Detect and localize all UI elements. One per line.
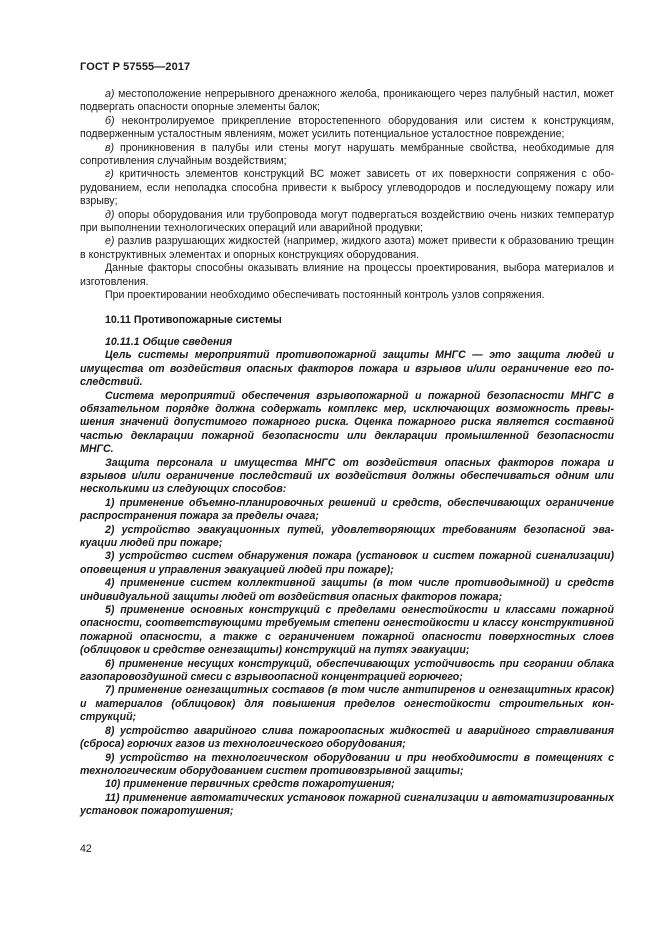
item-marker: а) <box>105 88 115 100</box>
section-title: 10.11 Противопожарные системы <box>105 313 282 326</box>
item-marker: г) <box>105 168 114 181</box>
method-item: 3) устройство систем обнаружения пожара (установок и систем пожарной сигнализации) оповещения и управления эвакуацией людей при пожаре); <box>80 550 614 576</box>
list-item-b <box>80 115 614 142</box>
item-text: местоположение непрерывного дренажного желоба, проникающего через палубный настил, может подвергать опасности опорные элементы балок; <box>80 88 614 114</box>
method-item: 7) применение огнезащитных составов (в том числе антипиренов и огнезащитных красок) и материалов (облицовок) для повышения пределов огнестойкости строительных конструкций; <box>80 684 614 724</box>
paragraph-protection: Защита персонала и имущества МНГС от воздействия опасных факторов пожара и взрывов и/или ограничение последствий их воздействия должны обеспечиваться одним или несколькими из следующих способов: <box>80 456 614 496</box>
paragraph-system: Система мероприятий обеспечения взрывопожарной и пожарной безопасности МНГС в обязательном порядке должна содержать комплекс мер, исключающих возможность превышения значений допустимого пожарного риска. Оценка пожарного риска является составной частью декларации пожарной безопасности или декларации промышленной безопасности МНГС. <box>80 389 614 456</box>
method-item: 6) применение несущих конструкций, обеспечивающих устойчивость при сгорании облака газопаровоздушной смеси с взрывоопасной концентрацией горючего; <box>80 657 614 684</box>
paragraph-control: При проектировании необходимо обеспечивать постоянный контроль узлов сопряжения. <box>105 289 545 302</box>
item-text: критичность элементов конструкций ВС может зависеть от их поверхности сопряжения с оборудованием, если неполадка способна привести к выбросу углеводородов и последующему пожару или взрыву; <box>80 168 614 208</box>
item-marker: е) <box>105 235 115 248</box>
page-number: 42 <box>80 843 92 855</box>
item-text: разлив разрушающих жидкостей (например, жидкого азота) может привести к образованию трещин в конструктивных элементах и опорных конструкциях оборудования. <box>80 235 614 261</box>
method-item: 5) применение основных конструкций с пределами огнестойкости и классами пожарной опасности, соответствующими требуемым степени огнестойкости и классу конструктивной пожарной опасности, а также с ограничением пожарной опасности поверхностных слоев (облицовок и средстве огнезащиты) конструкций на путях эвакуации; <box>80 604 614 657</box>
item-marker: б) <box>105 114 115 127</box>
paragraph-goal: Цель системы мероприятий противопожарной защиты МНГС — это защита людей и имущества от воздействия опасных факторов пожара и взрывов и/или ограничение его последствий. <box>80 349 614 389</box>
item-text: опоры оборудования или трубопровода могут подвергаться воздействию очень низких температур при выполнении технологических операций или аварийной продувки; <box>80 208 614 235</box>
item-marker: в) <box>105 141 115 154</box>
method-item: 9) устройство на технологическом оборудовании и при необходимости в помещениях с технологическим оборудованием систем противовзрывной защиты; <box>80 751 614 777</box>
paragraph-factors: Данные факторы способны оказывать влияние на процессы проектирования, выбора материалов и изготовления. <box>80 262 614 288</box>
document-header: ГОСТ Р 57555—2017 <box>80 61 191 73</box>
item-text: проникновения в палубы или стены могут нарушать мембранные свойства, необходимые для сопротивления случайным воздействиям; <box>80 141 614 168</box>
method-item: 4) применение систем коллективной защиты (в том числе противодымной) и средств индивидуальной защиты людей от воздействия опасных факторов пожара; <box>80 577 614 603</box>
item-marker: д) <box>105 208 115 221</box>
method-item: 11) применение автоматических установок пожарной сигнализации и автоматизированных установок пожаротушения; <box>80 791 614 818</box>
method-item: 10) применение первичных средств пожаротушения; <box>105 778 395 791</box>
list-item-d <box>80 209 614 236</box>
method-item: 8) устройство аварийного слива пожароопасных жидкостей и аварийного стравливания (сброса) горючих газов из технологического оборудования; <box>80 724 614 751</box>
list-item-v <box>80 142 614 169</box>
method-item: 2) устройство эвакуационных путей, удовлетворяющих требованиям безопасной эвакуации людей при пожаре; <box>80 523 614 549</box>
list-item-e <box>80 235 614 262</box>
method-item: 1) применение объемно-планировочных решений и средств, обеспечивающих ограничение распространения пожара за пределы очага; <box>80 496 614 523</box>
list-item-a <box>80 88 614 115</box>
item-text: неконтролируемое прикрепление второстепенного оборудования или систем к конструкциям, подверженным усталостным явлениям, может усилить потенциальное усталостное повреждение; <box>80 114 614 141</box>
page-content <box>80 88 614 819</box>
subsection-title: 10.11.1 Общие сведения <box>105 335 233 348</box>
list-item-g <box>80 168 614 208</box>
